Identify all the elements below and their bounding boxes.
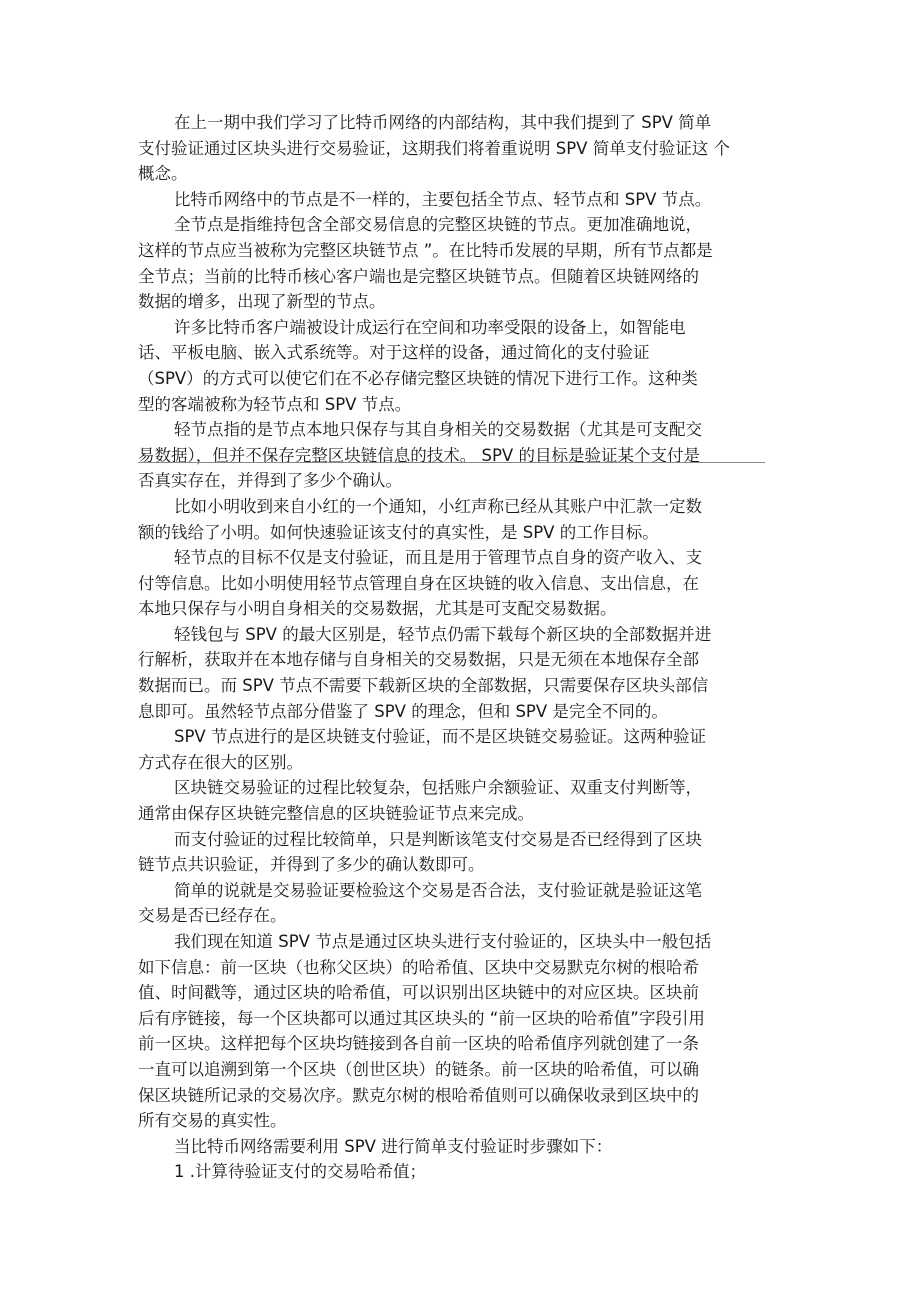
text-line: 前一区块。这样把每个区块均链接到各自前一区块的哈希值序列就创建了一条 <box>138 1034 699 1054</box>
text-line: 在上一期中我们学习了比特币网络的内部结构，其中我们提到了 SPV 简单 <box>174 113 712 132</box>
text-line: 简单的说就是交易验证要检验这个交易是否合法，支付验证就是验证这笔 <box>174 880 702 900</box>
text-line: 行解析，获取并在本地存储与自身相关的交易数据，只是无须在本地保存全部 <box>138 650 699 670</box>
text-line: 话、平板电脑、嵌入式系统等。对于这样的设备，通过简化的支付验证 <box>138 343 650 363</box>
text-line: 全节点；当前的比特币核心客户端也是完整区块链节点。但随着区块链网络的 <box>138 266 699 286</box>
text-line: 1 .计算待验证支付的交易哈希值； <box>174 1162 426 1182</box>
text-line: 交易是否已经存在。 <box>138 906 287 926</box>
text-line: 轻钱包与 SPV 的最大区别是，轻节点仍需下载每个新区块的全部数据并进 <box>174 624 712 644</box>
text-line: 支付验证通过区块头进行交易验证，这期我们将着重说明 SPV 简单支付验证这 个 <box>138 138 730 158</box>
text-line: 易数据），但并不保存完整区块链信息的技术。 SPV 的目标是验证某个支付是 <box>138 445 700 465</box>
text-line: 比如小明收到来自小红的一个通知，小红声称已经从其账户中汇款一定数 <box>174 496 702 516</box>
text-line: （SPV）的方式可以使它们在不必存储完整区块链的情况下进行工作。这种类 <box>138 368 698 388</box>
text-line: 否真实存在，并得到了多少个确认。 <box>138 471 402 491</box>
text-line: 如下信息：前一区块（也称父区块）的哈希值、区块中交易默克尔树的根哈希 <box>138 957 699 977</box>
text-line: 额的钱给了小明。如何快速验证该支付的真实性，是 SPV 的工作目标。 <box>138 522 659 542</box>
text-line: 区块链交易验证的过程比较复杂，包括账户余额验证、双重支付判断等， <box>174 778 702 798</box>
text-line: 概念。 <box>138 164 188 184</box>
text-line: 本地只保存与小明自身相关的交易数据，尤其是可支配交易数据。 <box>138 599 617 619</box>
horizontal-divider <box>138 462 765 463</box>
article-body <box>138 110 778 1185</box>
text-line: 数据的增多，出现了新型的节点。 <box>138 292 386 312</box>
text-line: 许多比特币客户端被设计成运行在空间和功率受限的设备上，如智能电 <box>174 317 686 337</box>
text-line: 我们现在知道 SPV 节点是通过区块头进行支付验证的，区块头中一般包括 <box>174 932 712 951</box>
text-line: 一直可以追溯到第一个区块（创世区块）的链条。前一区块的哈希值，可以确 <box>138 1059 699 1079</box>
text-line: 全节点是指维持包含全部交易信息的完整区块链的节点。更加准确地说， <box>174 215 702 235</box>
text-line: 所有交易的真实性。 <box>138 1111 287 1131</box>
text-line: 后有序链接，每一个区块都可以通过其区块头的 “前一区块的哈希值”字段引用 <box>138 1008 705 1028</box>
text-line: 息即可。虽然轻节点部分借鉴了 SPV 的理念，但和 SPV 是完全不同的。 <box>138 701 668 721</box>
text-line: 方式存在很大的区别。 <box>138 752 303 772</box>
text-line: 链节点共识验证，并得到了多少的确认数即可。 <box>138 855 485 875</box>
text-line: 当比特币网络需要利用 SPV 进行简单支付验证时步骤如下： <box>174 1136 613 1156</box>
text-line: 付等信息。比如小明使用轻节点管理自身在区块链的收入信息、支出信息，在 <box>138 573 699 593</box>
text-line: 保区块链所记录的交易次序。默克尔树的根哈希值则可以确保收录到区块中的 <box>138 1085 699 1105</box>
text-line: 数据而已。而 SPV 节点不需要下载新区块的全部数据，只需要保存区块头部信 <box>138 676 709 696</box>
text-line: 型的客端被称为轻节点和 SPV 节点。 <box>138 394 412 414</box>
text-line: 而支付验证的过程比较简单，只是判断该笔支付交易是否已经得到了区块 <box>174 829 702 849</box>
text-line: 轻节点指的是节点本地只保存与其自身相关的交易数据（尤其是可支配交 <box>174 420 702 440</box>
text-line: 比特币网络中的节点是不一样的，主要包括全节点、轻节点和 SPV 节点。 <box>174 189 712 209</box>
text-line: 通常由保存区块链完整信息的区块链验证节点来完成。 <box>138 804 534 824</box>
text-line: 值、时间戳等，通过区块的哈希值，可以识别出区块链中的对应区块。区块前 <box>138 983 699 1003</box>
text-line: SPV 节点进行的是区块链支付验证，而不是区块链交易验证。这两种验证 <box>174 727 706 747</box>
text-line: 轻节点的目标不仅是支付验证，而且是用于管理节点自身的资产收入、支 <box>174 548 702 568</box>
text-line: 这样的节点应当被称为完整区块链节点 ”。在比特币发展的早期，所有节点都是 <box>138 240 713 260</box>
